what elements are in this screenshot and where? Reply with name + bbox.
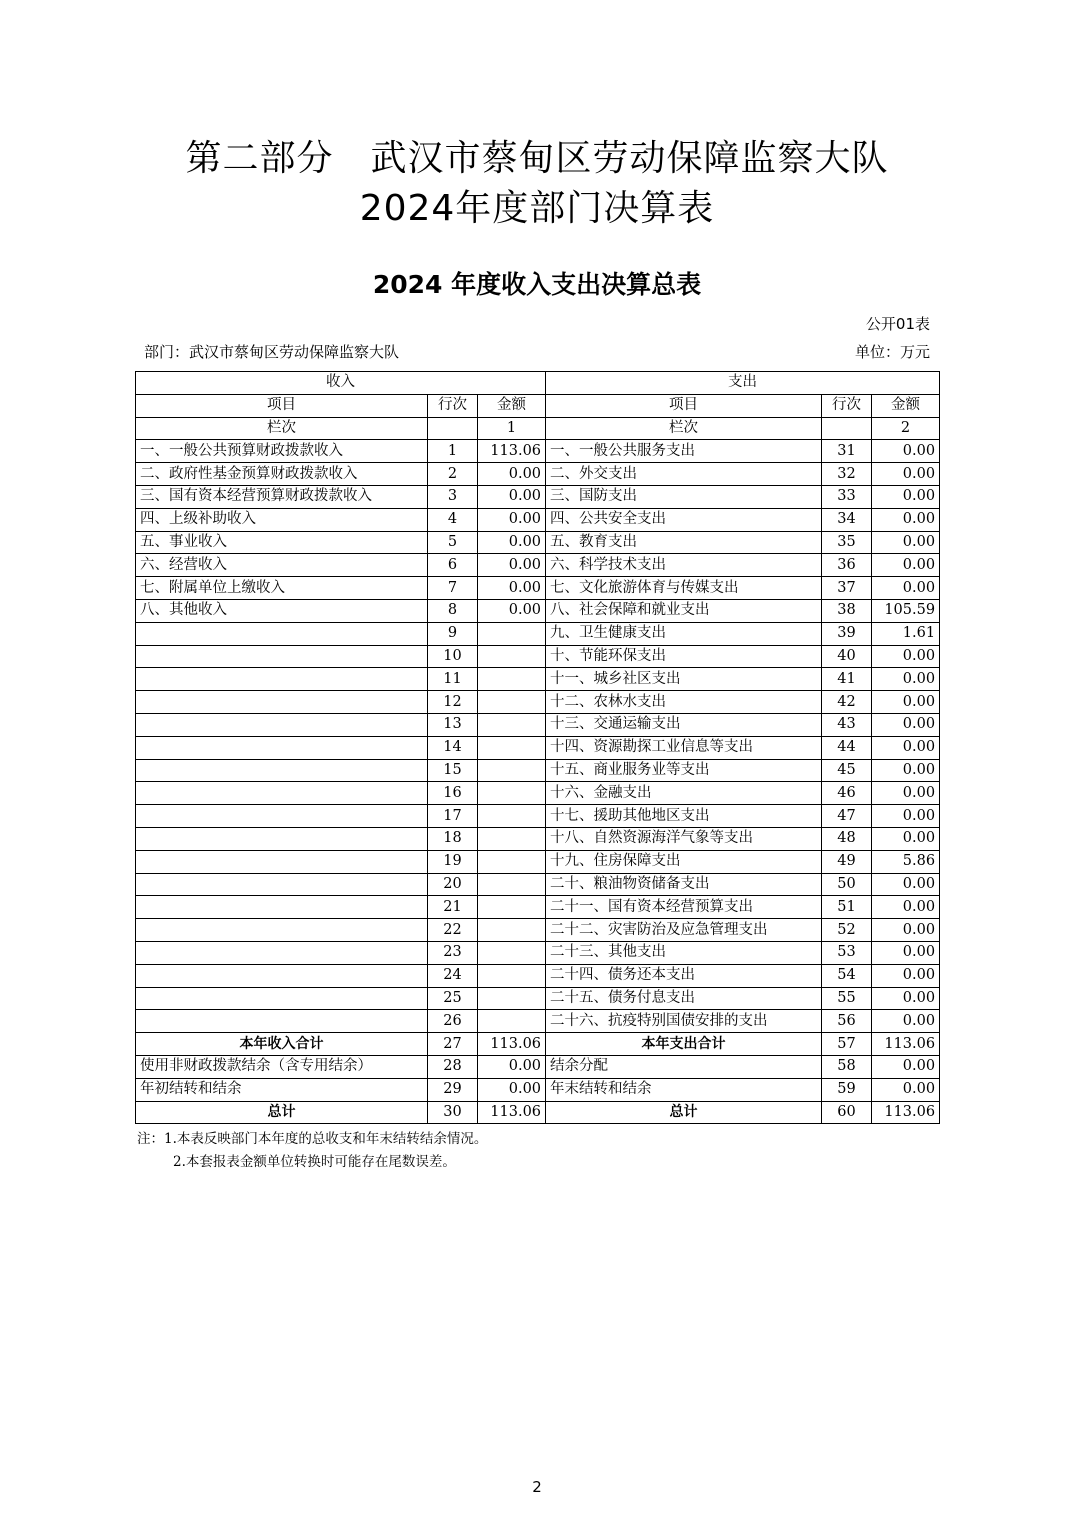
department-label: 部门：武汉市蔡甸区劳动保障监察大队 — [144, 343, 400, 361]
group-header-row — [136, 372, 940, 395]
in-amount-cell — [478, 964, 546, 987]
ex-item-cell: 总计 — [546, 1101, 822, 1124]
ex-amount-cell: 0.00 — [872, 531, 940, 554]
ex-amount-cell: 0.00 — [872, 668, 940, 691]
ex-amount-cell: 0.00 — [872, 827, 940, 850]
income-expense-table — [135, 371, 940, 1124]
table-row — [136, 827, 940, 850]
in-item-cell — [136, 805, 428, 828]
table-row — [136, 987, 940, 1010]
expense-rowno-header: 行次 — [822, 394, 872, 417]
ex-item-cell: 六、科学技术支出 — [546, 554, 822, 577]
ex-item-cell: 十七、援助其他地区支出 — [546, 805, 822, 828]
in-item-cell: 六、经营收入 — [136, 554, 428, 577]
ex-amount-cell: 105.59 — [872, 599, 940, 622]
in-item-cell — [136, 964, 428, 987]
in-item-cell: 本年收入合计 — [136, 1033, 428, 1056]
ex-item-cell: 二、外交支出 — [546, 463, 822, 486]
ex-rowno-cell: 35 — [822, 531, 872, 554]
in-item-cell: 二、政府性基金预算财政拨款收入 — [136, 463, 428, 486]
ex-item-cell: 二十、粮油物资储备支出 — [546, 873, 822, 896]
in-item-cell: 五、事业收入 — [136, 531, 428, 554]
ex-item-cell: 一、一般公共服务支出 — [546, 440, 822, 463]
in-rowno-cell: 11 — [428, 668, 478, 691]
ex-item-cell: 十五、商业服务业等支出 — [546, 759, 822, 782]
expense-item-header: 项目 — [546, 394, 822, 417]
in-rowno-cell: 15 — [428, 759, 478, 782]
ex-item-cell: 十二、农林水支出 — [546, 691, 822, 714]
table-row — [136, 508, 940, 531]
ex-amount-cell: 0.00 — [872, 1010, 940, 1033]
table-row — [136, 964, 940, 987]
table-row — [136, 577, 940, 600]
in-rowno-cell: 30 — [428, 1101, 478, 1124]
column-index-row — [136, 417, 940, 440]
ex-item-cell: 八、社会保障和就业支出 — [546, 599, 822, 622]
in-amount-cell — [478, 736, 546, 759]
ex-item-cell: 结余分配 — [546, 1055, 822, 1078]
expense-header: 支出 — [546, 372, 940, 395]
ex-item-cell: 二十四、债务还本支出 — [546, 964, 822, 987]
ex-item-cell: 二十三、其他支出 — [546, 941, 822, 964]
in-item-cell: 使用非财政拨款结余（含专用结余） — [136, 1055, 428, 1078]
expense-col-index: 2 — [872, 417, 940, 440]
table-row — [136, 782, 940, 805]
in-rowno-cell: 17 — [428, 805, 478, 828]
in-item-cell — [136, 850, 428, 873]
in-amount-cell: 0.00 — [478, 577, 546, 600]
in-amount-cell: 0.00 — [478, 531, 546, 554]
in-rowno-cell: 24 — [428, 964, 478, 987]
ex-item-cell: 十一、城乡社区支出 — [546, 668, 822, 691]
ex-amount-cell: 0.00 — [872, 554, 940, 577]
in-item-cell — [136, 782, 428, 805]
ex-rowno-cell: 49 — [822, 850, 872, 873]
ex-amount-cell: 0.00 — [872, 782, 940, 805]
ex-amount-cell: 0.00 — [872, 691, 940, 714]
table-row — [136, 1101, 940, 1124]
ex-item-cell: 十、节能环保支出 — [546, 645, 822, 668]
in-rowno-cell: 9 — [428, 622, 478, 645]
in-amount-cell — [478, 805, 546, 828]
ex-rowno-cell: 44 — [822, 736, 872, 759]
in-amount-cell — [478, 668, 546, 691]
table-row — [136, 896, 940, 919]
table-row — [136, 668, 940, 691]
ex-amount-cell: 0.00 — [872, 736, 940, 759]
in-amount-cell: 0.00 — [478, 508, 546, 531]
in-rowno-cell: 13 — [428, 713, 478, 736]
in-rowno-cell: 6 — [428, 554, 478, 577]
income-col-index: 1 — [478, 417, 546, 440]
unit-label: 单位：万元 — [854, 343, 930, 361]
in-item-cell — [136, 622, 428, 645]
in-amount-cell — [478, 987, 546, 1010]
ex-rowno-cell: 47 — [822, 805, 872, 828]
ex-rowno-cell: 57 — [822, 1033, 872, 1056]
ex-item-cell: 十六、金融支出 — [546, 782, 822, 805]
ex-amount-cell: 113.06 — [872, 1101, 940, 1124]
in-amount-cell: 0.00 — [478, 485, 546, 508]
ex-rowno-cell: 39 — [822, 622, 872, 645]
ex-rowno-cell: 38 — [822, 599, 872, 622]
ex-item-cell: 九、卫生健康支出 — [546, 622, 822, 645]
table-row — [136, 805, 940, 828]
in-item-cell — [136, 759, 428, 782]
ex-rowno-cell: 40 — [822, 645, 872, 668]
table-row — [136, 1010, 940, 1033]
in-item-cell: 七、附属单位上缴收入 — [136, 577, 428, 600]
table-row — [136, 713, 940, 736]
ex-rowno-cell: 37 — [822, 577, 872, 600]
in-amount-cell — [478, 622, 546, 645]
in-amount-cell: 0.00 — [478, 463, 546, 486]
in-rowno-cell: 12 — [428, 691, 478, 714]
ex-rowno-cell: 32 — [822, 463, 872, 486]
in-item-cell — [136, 896, 428, 919]
in-rowno-cell: 18 — [428, 827, 478, 850]
table-row — [136, 873, 940, 896]
income-col-blank — [428, 417, 478, 440]
column-header-row — [136, 394, 940, 417]
ex-amount-cell: 0.00 — [872, 919, 940, 942]
in-item-cell — [136, 919, 428, 942]
in-item-cell — [136, 827, 428, 850]
ex-amount-cell: 0.00 — [872, 1055, 940, 1078]
in-amount-cell: 113.06 — [478, 440, 546, 463]
ex-amount-cell: 1.61 — [872, 622, 940, 645]
ex-amount-cell: 0.00 — [872, 805, 940, 828]
ex-rowno-cell: 56 — [822, 1010, 872, 1033]
note-1: 注：1.本表反映部门本年度的总收支和年末结转结余情况。 — [137, 1131, 488, 1147]
ex-amount-cell: 0.00 — [872, 964, 940, 987]
table-code: 公开01表 — [865, 315, 930, 333]
expense-col-label: 栏次 — [546, 417, 822, 440]
in-amount-cell: 0.00 — [478, 599, 546, 622]
ex-item-cell: 二十五、债务付息支出 — [546, 987, 822, 1010]
ex-amount-cell: 0.00 — [872, 759, 940, 782]
ex-item-cell: 三、国防支出 — [546, 485, 822, 508]
in-rowno-cell: 16 — [428, 782, 478, 805]
ex-item-cell: 二十二、灾害防治及应急管理支出 — [546, 919, 822, 942]
in-item-cell — [136, 1010, 428, 1033]
ex-rowno-cell: 34 — [822, 508, 872, 531]
in-item-cell — [136, 873, 428, 896]
in-item-cell — [136, 668, 428, 691]
in-rowno-cell: 23 — [428, 941, 478, 964]
in-rowno-cell: 14 — [428, 736, 478, 759]
ex-item-cell: 十九、住房保障支出 — [546, 850, 822, 873]
in-amount-cell — [478, 896, 546, 919]
ex-rowno-cell: 36 — [822, 554, 872, 577]
in-item-cell: 年初结转和结余 — [136, 1078, 428, 1101]
ex-amount-cell: 5.86 — [872, 850, 940, 873]
table-row — [136, 554, 940, 577]
in-amount-cell — [478, 713, 546, 736]
ex-item-cell: 二十六、抗疫特别国债安排的支出 — [546, 1010, 822, 1033]
in-amount-cell: 113.06 — [478, 1101, 546, 1124]
table-row — [136, 1078, 940, 1101]
table-row — [136, 622, 940, 645]
in-rowno-cell: 3 — [428, 485, 478, 508]
income-item-header: 项目 — [136, 394, 428, 417]
report-title: 2024年度部门决算表 — [359, 188, 715, 229]
ex-amount-cell: 0.00 — [872, 873, 940, 896]
in-amount-cell: 0.00 — [478, 554, 546, 577]
in-rowno-cell: 5 — [428, 531, 478, 554]
notes — [137, 1128, 487, 1174]
table-row — [136, 736, 940, 759]
in-rowno-cell: 28 — [428, 1055, 478, 1078]
in-rowno-cell: 22 — [428, 919, 478, 942]
ex-rowno-cell: 55 — [822, 987, 872, 1010]
in-rowno-cell: 21 — [428, 896, 478, 919]
table-row — [136, 531, 940, 554]
income-header: 收入 — [136, 372, 546, 395]
ex-rowno-cell: 58 — [822, 1055, 872, 1078]
ex-rowno-cell: 50 — [822, 873, 872, 896]
in-item-cell: 一、一般公共预算财政拨款收入 — [136, 440, 428, 463]
income-rowno-header: 行次 — [428, 394, 478, 417]
table-row — [136, 941, 940, 964]
in-rowno-cell: 26 — [428, 1010, 478, 1033]
table-row — [136, 463, 940, 486]
expense-amount-header: 金额 — [872, 394, 940, 417]
table-row — [136, 645, 940, 668]
ex-rowno-cell: 41 — [822, 668, 872, 691]
in-item-cell — [136, 941, 428, 964]
table-row — [136, 850, 940, 873]
in-rowno-cell: 29 — [428, 1078, 478, 1101]
in-rowno-cell: 10 — [428, 645, 478, 668]
ex-rowno-cell: 51 — [822, 896, 872, 919]
note-2: 2.本套报表金额单位转换时可能存在尾数误差。 — [173, 1154, 456, 1170]
in-amount-cell — [478, 827, 546, 850]
table-row — [136, 1033, 940, 1056]
table-row — [136, 485, 940, 508]
table-row — [136, 599, 940, 622]
in-amount-cell — [478, 691, 546, 714]
in-rowno-cell: 27 — [428, 1033, 478, 1056]
in-amount-cell — [478, 873, 546, 896]
in-amount-cell — [478, 941, 546, 964]
ex-rowno-cell: 31 — [822, 440, 872, 463]
ex-rowno-cell: 52 — [822, 919, 872, 942]
ex-item-cell: 七、文化旅游体育与传媒支出 — [546, 577, 822, 600]
in-amount-cell: 0.00 — [478, 1055, 546, 1078]
ex-item-cell: 十四、资源勘探工业信息等支出 — [546, 736, 822, 759]
ex-amount-cell: 0.00 — [872, 485, 940, 508]
in-rowno-cell: 1 — [428, 440, 478, 463]
ex-rowno-cell: 59 — [822, 1078, 872, 1101]
in-rowno-cell: 25 — [428, 987, 478, 1010]
ex-rowno-cell: 48 — [822, 827, 872, 850]
in-item-cell — [136, 713, 428, 736]
in-item-cell — [136, 645, 428, 668]
ex-amount-cell: 0.00 — [872, 896, 940, 919]
ex-amount-cell: 0.00 — [872, 941, 940, 964]
in-amount-cell — [478, 759, 546, 782]
ex-rowno-cell: 46 — [822, 782, 872, 805]
part-title: 第二部分 武汉市蔡甸区劳动保障监察大队 — [185, 138, 889, 179]
in-item-cell: 八、其他收入 — [136, 599, 428, 622]
in-amount-cell: 0.00 — [478, 1078, 546, 1101]
ex-amount-cell: 0.00 — [872, 1078, 940, 1101]
ex-rowno-cell: 42 — [822, 691, 872, 714]
ex-item-cell: 本年支出合计 — [546, 1033, 822, 1056]
income-col-label: 栏次 — [136, 417, 428, 440]
in-item-cell — [136, 736, 428, 759]
ex-amount-cell: 0.00 — [872, 463, 940, 486]
in-amount-cell — [478, 850, 546, 873]
ex-item-cell: 二十一、国有资本经营预算支出 — [546, 896, 822, 919]
ex-rowno-cell: 43 — [822, 713, 872, 736]
in-rowno-cell: 19 — [428, 850, 478, 873]
ex-amount-cell: 0.00 — [872, 645, 940, 668]
ex-rowno-cell: 33 — [822, 485, 872, 508]
table-row — [136, 1055, 940, 1078]
in-item-cell — [136, 987, 428, 1010]
ex-amount-cell: 0.00 — [872, 577, 940, 600]
in-rowno-cell: 8 — [428, 599, 478, 622]
ex-amount-cell: 0.00 — [872, 508, 940, 531]
in-item-cell: 总计 — [136, 1101, 428, 1124]
table-row — [136, 691, 940, 714]
in-item-cell: 四、上级补助收入 — [136, 508, 428, 531]
in-item-cell — [136, 691, 428, 714]
in-rowno-cell: 20 — [428, 873, 478, 896]
ex-item-cell: 十三、交通运输支出 — [546, 713, 822, 736]
in-amount-cell: 113.06 — [478, 1033, 546, 1056]
ex-rowno-cell: 45 — [822, 759, 872, 782]
in-item-cell: 三、国有资本经营预算财政拨款收入 — [136, 485, 428, 508]
table-title: 2024 年度收入支出决算总表 — [372, 270, 702, 299]
in-rowno-cell: 2 — [428, 463, 478, 486]
ex-item-cell: 十八、自然资源海洋气象等支出 — [546, 827, 822, 850]
in-rowno-cell: 4 — [428, 508, 478, 531]
ex-item-cell: 年末结转和结余 — [546, 1078, 822, 1101]
in-amount-cell — [478, 645, 546, 668]
page-number: 2 — [532, 1478, 542, 1496]
ex-item-cell: 四、公共安全支出 — [546, 508, 822, 531]
expense-col-blank — [822, 417, 872, 440]
in-amount-cell — [478, 1010, 546, 1033]
in-amount-cell — [478, 919, 546, 942]
ex-item-cell: 五、教育支出 — [546, 531, 822, 554]
in-rowno-cell: 7 — [428, 577, 478, 600]
ex-amount-cell: 0.00 — [872, 713, 940, 736]
ex-rowno-cell: 54 — [822, 964, 872, 987]
in-amount-cell — [478, 782, 546, 805]
ex-amount-cell: 0.00 — [872, 440, 940, 463]
ex-rowno-cell: 60 — [822, 1101, 872, 1124]
table-row — [136, 440, 940, 463]
table-row — [136, 759, 940, 782]
ex-amount-cell: 113.06 — [872, 1033, 940, 1056]
ex-rowno-cell: 53 — [822, 941, 872, 964]
table-row — [136, 919, 940, 942]
ex-amount-cell: 0.00 — [872, 987, 940, 1010]
income-amount-header: 金额 — [478, 394, 546, 417]
